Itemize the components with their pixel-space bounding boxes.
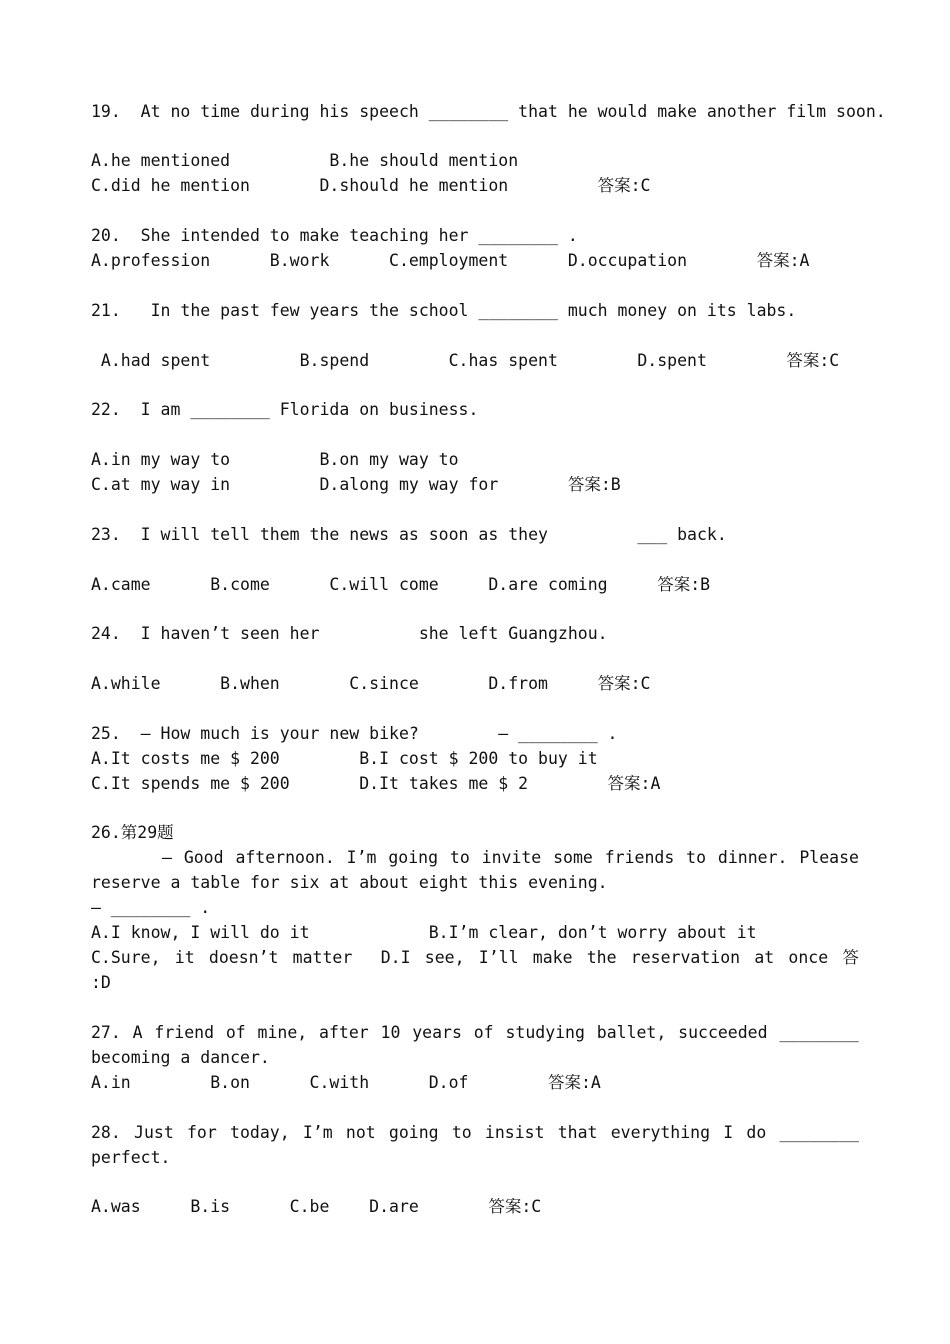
question-23-stem: 23. I will tell them the news as soon as they ___ back. xyxy=(91,525,727,544)
word: after xyxy=(319,1023,369,1042)
word: dinner. xyxy=(717,848,788,867)
question-20-stem: 20. She intended to make teaching her ________ . xyxy=(91,226,578,245)
question-22-options-row2: C.at my way in D.along my way for 答案:B xyxy=(91,475,621,494)
word: not xyxy=(345,1123,376,1142)
question-26-options-row1: A.I know, I will do it B.I’m clear, don’t worry about it xyxy=(91,923,757,942)
word: A xyxy=(132,1023,143,1042)
word: that xyxy=(557,1123,598,1142)
question-26-options-row2 xyxy=(91,948,859,968)
word: Good xyxy=(183,848,224,867)
question-28-stem-line1 xyxy=(91,1123,859,1143)
question-23-options: A.came B.come C.will come D.are coming 答案:B xyxy=(91,575,711,594)
word: it xyxy=(174,948,195,967)
word: 28. xyxy=(91,1123,121,1142)
word: I xyxy=(723,1123,734,1142)
word: going xyxy=(388,848,439,867)
question-28-options: A.was B.is C.be D.are 答案:C xyxy=(91,1197,542,1216)
word: doesn’t xyxy=(208,948,279,967)
question-25-stem: 25. — How much is your new bike? — ________ . xyxy=(91,724,618,743)
word: — xyxy=(162,848,172,867)
question-22-stem: 22. I am ________ Florida on business. xyxy=(91,400,479,419)
word: reservation xyxy=(630,948,741,967)
question-27-options: A.in B.on C.with D.of 答案:A xyxy=(91,1073,601,1092)
question-24-stem: 24. I haven’t seen her she left Guangzhou. xyxy=(91,624,608,643)
word: to xyxy=(449,848,470,867)
word: succeeded xyxy=(678,1023,768,1042)
question-28-stem-line2: perfect. xyxy=(91,1148,171,1167)
word: ballet, xyxy=(596,1023,667,1042)
word: 10 xyxy=(380,1023,401,1042)
question-22-options-row1: A.in my way to B.on my way to xyxy=(91,450,459,469)
word: Just xyxy=(134,1123,174,1142)
word: C.Sure, xyxy=(91,948,161,967)
question-25-options-row2: C.It spends me $ 200 D.It takes me $ 2 答案:A xyxy=(91,774,661,793)
word: years xyxy=(412,1023,462,1042)
question-26-dialogue-line1 xyxy=(162,848,859,868)
word: 27. xyxy=(91,1023,121,1042)
word: invite xyxy=(481,848,542,867)
word: the xyxy=(586,948,617,967)
word: I’m xyxy=(302,1123,333,1142)
word: afternoon. xyxy=(235,848,335,867)
question-27-stem-line1 xyxy=(91,1023,859,1043)
question-26-answer-tail: :D xyxy=(91,973,111,992)
question-27-stem-line2: becoming a dancer. xyxy=(91,1048,270,1067)
word: Please xyxy=(799,848,859,867)
word: I’m xyxy=(346,848,377,867)
question-25-options-row1: A.It costs me $ 200 B.I cost $ 200 to buy it xyxy=(91,749,598,768)
question-26-stem: 26.第29题 xyxy=(91,823,174,842)
word: everything xyxy=(610,1123,711,1142)
question-19-options-row1: A.he mentioned B.he should mention xyxy=(91,151,519,170)
word: going xyxy=(388,1123,439,1142)
word: at xyxy=(754,948,775,967)
word: see, xyxy=(424,948,465,967)
word: insist xyxy=(484,1123,545,1142)
word: of xyxy=(473,1023,494,1042)
word: 答 xyxy=(842,948,859,967)
word: I’ll xyxy=(478,948,519,967)
question-19-options-row2: C.did he mention D.should he mention 答案:C xyxy=(91,176,651,195)
word: of xyxy=(225,1023,246,1042)
word: D.I xyxy=(380,948,411,967)
question-20-options: A.profession B.work C.employment D.occupation 答案:A xyxy=(91,251,810,270)
question-26-dialogue-line2: reserve a table for six at about eight this evening. xyxy=(91,873,608,892)
word: to xyxy=(451,1123,472,1142)
question-21-stem: 21. In the past few years the school ________ much money on its labs. xyxy=(91,301,797,320)
word: friend xyxy=(154,1023,215,1042)
word: some xyxy=(553,848,593,867)
word: friends xyxy=(604,848,675,867)
word: to xyxy=(686,848,707,867)
question-24-options: A.while B.when C.since D.from 答案:C xyxy=(91,674,651,693)
word: today, xyxy=(230,1123,290,1142)
word: ________ xyxy=(779,1123,859,1142)
question-21-options: A.had spent B.spend C.has spent D.spent 答案:C xyxy=(91,351,840,370)
word: once xyxy=(788,948,829,967)
word: do xyxy=(746,1123,767,1142)
question-26-reply: — ________ . xyxy=(91,898,211,917)
word: matter xyxy=(292,948,353,967)
question-19-stem: 19. At no time during his speech ________ that he would make another film soon. xyxy=(91,102,886,121)
word: for xyxy=(187,1123,217,1142)
word: studying xyxy=(505,1023,585,1042)
word: ________ xyxy=(779,1023,859,1042)
word: mine, xyxy=(257,1023,308,1042)
word: make xyxy=(532,948,573,967)
